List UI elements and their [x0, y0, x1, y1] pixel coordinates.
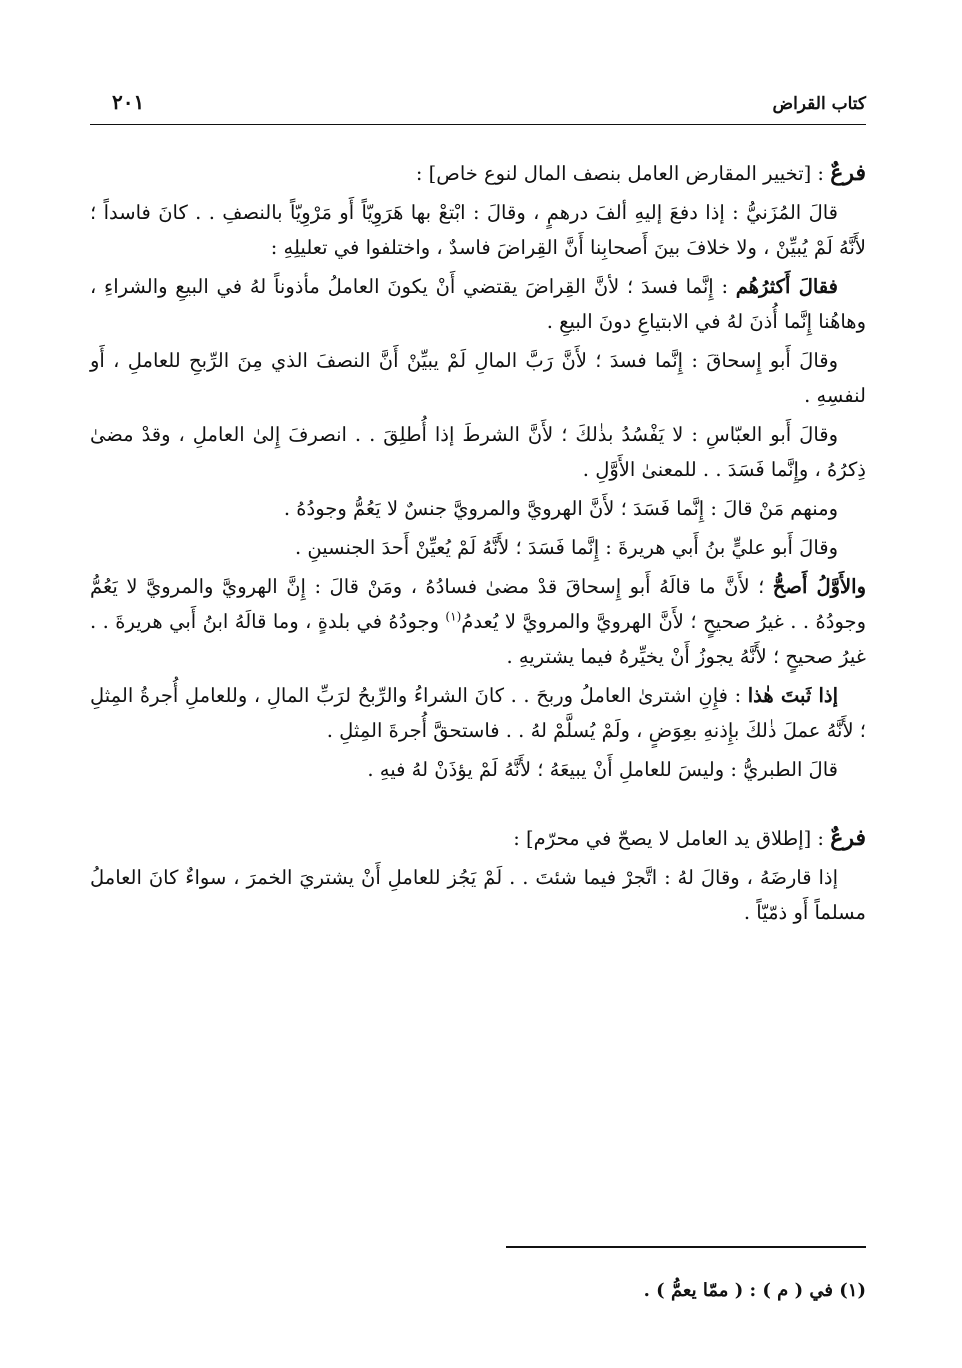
paragraph-text: ؛ لأَنَّ ما قالَهُ أَبو إِسحاقَ قدْ مضىٰ فسادُهُ ، ومَنْ قالَ : إِنَّ الهرويَّ والمرويَّ لا يَعُمُّ وجودُهُ . . غيرُ صحيحٍ ؛ لأَنَّ الهرويَّ والمرويَّ لا يُعدمُ	[90, 575, 866, 633]
far-label: فرعٌ	[830, 825, 866, 851]
page-header	[90, 88, 866, 125]
paragraph-lead: إذا ثَبتَ هٰذا	[747, 684, 838, 707]
footnote-number: (١)	[839, 1280, 866, 1301]
section-title: : [تخيير المقارض العامل بنصف المال لنوع خاص] :	[415, 162, 831, 185]
far-label: فرعٌ	[830, 160, 866, 186]
paragraph	[90, 269, 866, 339]
paragraph: ومنهم مَنْ قالَ : إِنَّما فَسَدَ ؛ لأَنَّ الهرويَّ والمرويَّ جنسٌ لا يَعُمُّ وجودُهُ .	[283, 497, 838, 520]
footnote-divider	[506, 1246, 866, 1248]
page-number: ٢٠١	[112, 90, 145, 114]
section-title: : [إطلاق يد العامل لا يصحّ في محرّم] :	[513, 827, 831, 850]
paragraph-text: : إِنَّما فسدَ ؛ لأنَّ القِراضَ يقتضي أَنْ يكونَ العاملُ مأذوناً لهُ في البيعِ والشراءِ ، وهاهُنا إِنَّما أُذنَ لهُ في الابتياعِ دونَ البيعِ .	[90, 275, 866, 333]
book-title: كتاب القراض	[772, 94, 866, 114]
paragraph-text: : فإِنِ اشترىٰ العاملُ وربحَ . . كانَ الشراءُ والرِّبحُ لرَبِّ المالِ ، وللعاملِ أُجرةُ المِثلِ ؛ لأَنَّهُ عملَ ذٰلكَ بإِذنهِ بعِوَضٍ ، ولَمْ يُسلَّمْ لهُ . . فاستحقَّ أُجرةَ المِثلِ .	[90, 684, 866, 742]
paragraph: قالَ المُزَنيُّ : إذا دفعَ إليهِ ألفَ درهمٍ ، وقالَ : ابْتعْ بها هَرَوِيّاً أَو مَرْوِيّاً بالنصفِ . . كانَ فاسداً ؛ لأَنَّهُ لَمْ يُبيِّنْ ، ولا خلافَ بينَ أَصحابِنا أَنَّ القِراضَ فاسدٌ ، واختلفوا في تعليلِهِ :	[90, 201, 866, 259]
paragraph-lead: والأَوَّلُ أَصحُّ	[772, 575, 866, 598]
paragraph-text: وجودُهُ في بلدةٍ ، وما قالَهُ ابنُ أَبي هريرةَ . . غيرُ صحيحٍ ؛ لأَنَّهُ يجوزُ أَنْ يخيِّرهُ فيما يشتريهِ .	[90, 610, 866, 668]
paragraph-lead: فقالَ أَكثرُهُم	[735, 275, 838, 298]
paragraph: وقالَ أَبو العبّاسِ : لا يَفْسُدُ بذٰلكَ ؛ لأَنَّ الشرطَ إذا أُطلِقَ . . انصرفَ إِلىٰ العاملِ ، وقدْ مضىٰ ذِكرُهُ ، وإِنَّما فَسَدَ . . للمعنىٰ الأَوَّلِ .	[90, 423, 866, 481]
paragraph: إذا قارضَهُ ، وقالَ لهُ : اتَّجرْ فيما شئتَ . . لَمْ يَجُز للعاملِ أَنْ يشتريَ الخمرَ ، سواءٌ كانَ العاملُ مسلماً أَو ذمّيّاً .	[90, 866, 866, 924]
footnote	[90, 1280, 866, 1301]
paragraph	[90, 569, 866, 674]
paragraph: قالَ الطبريُّ : وليسَ للعاملِ أَنْ يبيعَهُ ؛ لأَنَّهُ لَمْ يؤذَنْ لهُ فيهِ .	[367, 758, 838, 781]
paragraph	[90, 678, 866, 748]
paragraph: وقالَ أَبو إِسحاقَ : إِنَّما فسدَ ؛ لأَنَّ رَبَّ المالِ لَمْ يبيِّنْ أَنَّ النصفَ الذي مِنَ الرِّبحِ للعاملِ ، أَو لنفسِهِ .	[90, 349, 866, 407]
section-heading	[90, 156, 866, 191]
page-body	[90, 156, 866, 934]
section-spacer	[90, 791, 866, 821]
footnote-reference[interactable]: (١)	[445, 609, 462, 624]
paragraph: وقالَ أَبو عليٍّ بنُ أَبي هريرةَ : إِنَّما فَسَدَ ؛ لأَنَّهُ لَمْ يُعيِّنْ أَحدَ الجنسينِ .	[294, 536, 838, 559]
section-heading	[90, 821, 866, 856]
book-page	[90, 0, 866, 1368]
footnote-text: في ( م ) : ( ممّا يعمُّ ) .	[643, 1280, 833, 1301]
